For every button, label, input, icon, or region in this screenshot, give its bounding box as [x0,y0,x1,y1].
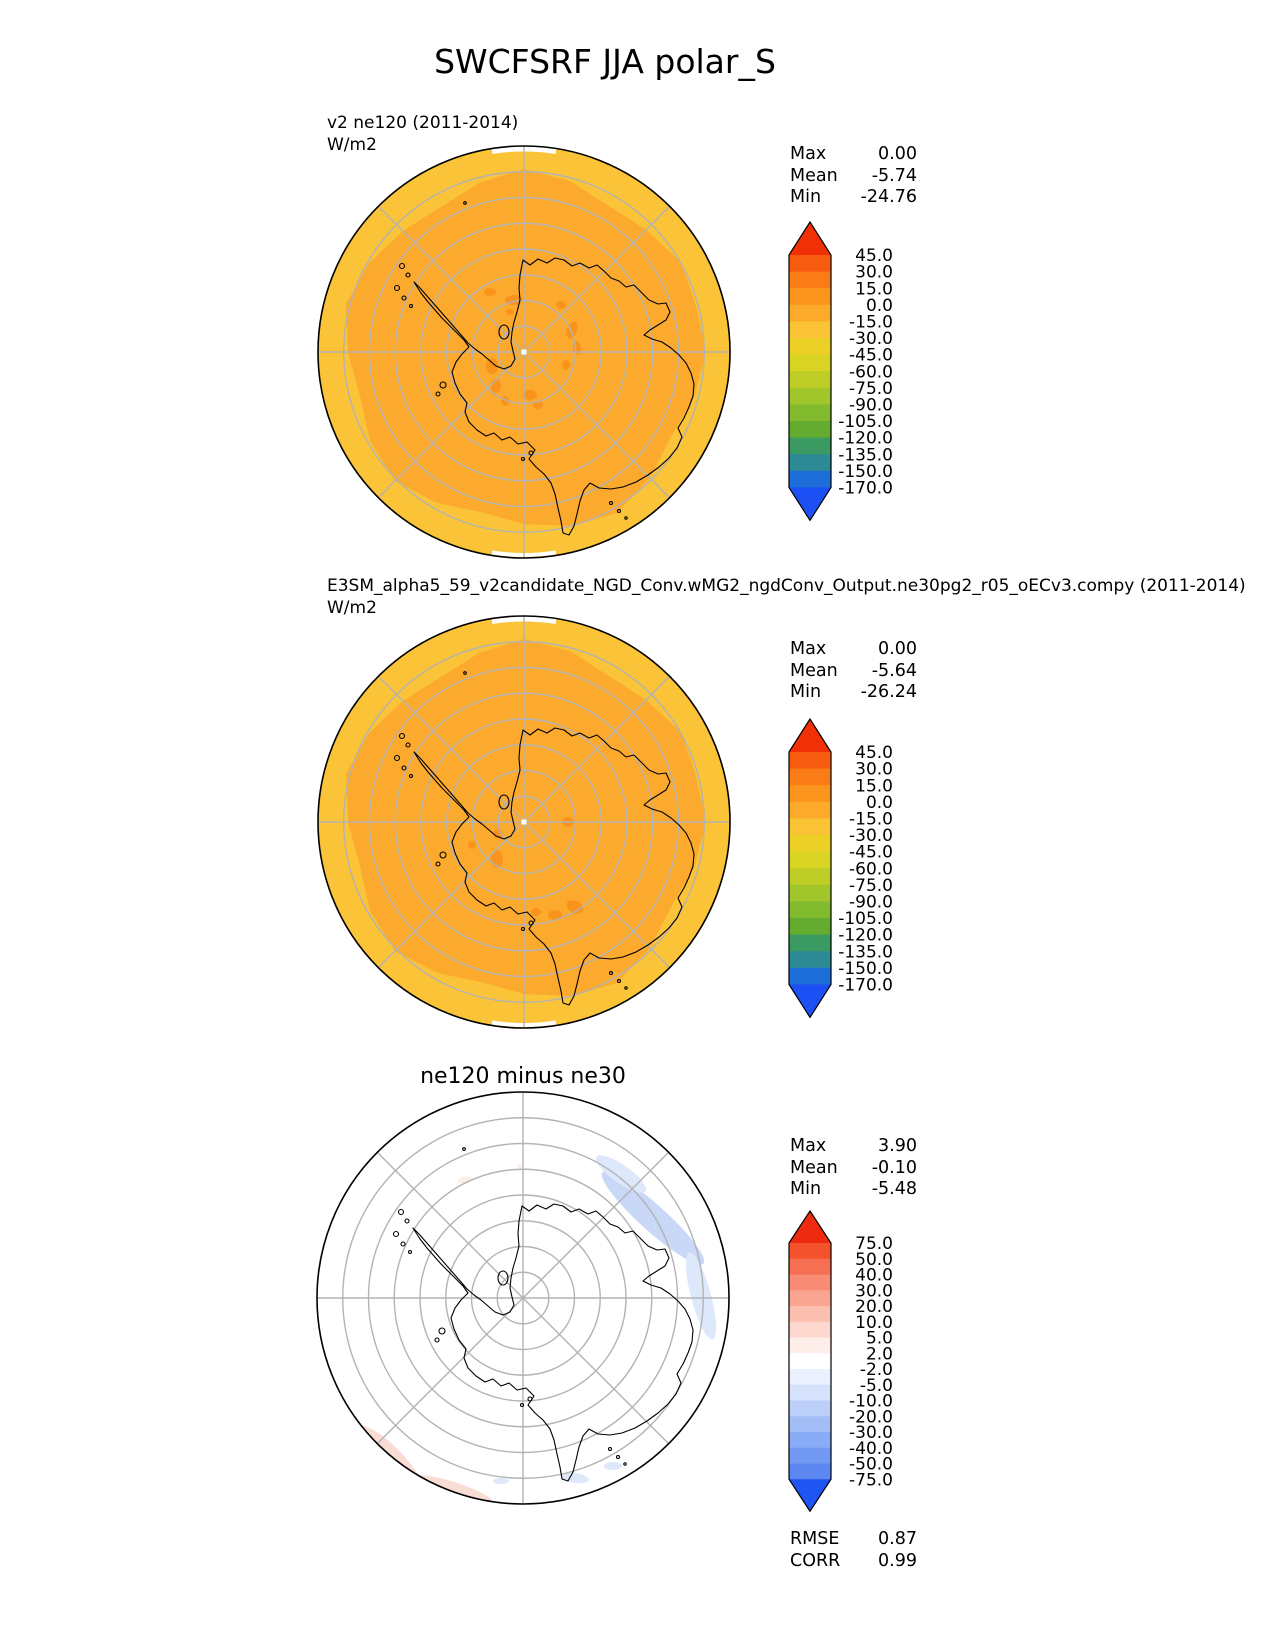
colorbar-band [789,438,831,455]
colorbar-arrow-top [789,719,831,752]
colorbar-arrow-bottom [789,984,831,1017]
colorbar-band [789,1322,831,1338]
colorbar-band [789,1464,831,1480]
panel2-units: W/m2 [327,598,377,618]
colorbar-band [789,1338,831,1354]
colorbar-band [789,305,831,322]
panel3-title: ne120 minus ne30 [420,1064,626,1089]
colorbar-band [789,1259,831,1275]
stat-row [790,661,917,683]
colorbar-tick-label: -90.0 [849,395,893,416]
colorbar-band [789,404,831,421]
colorbar-band [789,1401,831,1417]
colorbar-tick-label: 0.0 [865,792,893,813]
metric-row [790,1551,917,1573]
colorbar-band [789,1290,831,1306]
colorbar-tick-label: -120.0 [838,428,893,449]
map-model2 [314,612,734,1032]
colorbar-tick-label: -10.0 [849,1391,893,1412]
stat-label: Max [790,639,827,659]
colorbar-band [789,852,831,869]
colorbar-tick-label: -75.0 [849,1470,893,1491]
colorbar-arrow-top [789,1211,831,1243]
colorbar-tick-label: 40.0 [855,1265,893,1286]
colorbar-band [789,388,831,405]
colorbar-band [789,1243,831,1259]
colorbar-arrow-bottom [789,1479,831,1511]
stat-row [790,639,917,661]
colorbar-band [789,968,831,985]
colorbar-tick-label: 30.0 [855,262,893,283]
stat-value: -5.64 [871,660,917,681]
colorbar-band [789,321,831,338]
colorbar-tick-label: -15.0 [849,809,893,830]
stat-value: -0.10 [871,1157,917,1178]
colorbar-band [789,901,831,918]
metric-label: RMSE [790,1529,840,1549]
colorbar-band [789,935,831,952]
stat-label: Mean [790,1157,838,1178]
colorbar-band [789,471,831,488]
colorbar-band [789,1306,831,1322]
stat-label: Max [790,1136,827,1156]
colorbar-band [789,355,831,372]
colorbar-band [789,454,831,471]
colorbar-band [789,1275,831,1291]
stat-label: Mean [790,660,838,681]
colorbar-band [789,1369,831,1385]
colorbar-band [789,338,831,355]
stat-value: -5.48 [871,1179,917,1200]
panel2-stats [790,639,917,704]
colorbar-tick-label: -135.0 [838,942,893,963]
panel3-metrics [790,1529,917,1572]
stat-row [790,682,917,704]
colorbar-band [789,835,831,852]
panel3-stats [790,1136,917,1201]
colorbar-tick-label: 15.0 [855,279,893,300]
metric-label: CORR [790,1550,841,1571]
colorbar-arrow-bottom [789,487,831,520]
colorbar-tick-label: -2.0 [859,1360,893,1381]
colorbar-svg [788,221,903,521]
panel1-dataset-name: v2 ne120 (2011-2014) [327,113,519,133]
colorbar-tick-label: -75.0 [849,875,893,896]
stat-row [790,166,917,188]
colorbar-arrow-top [789,222,831,255]
colorbar-tick-label: -40.0 [849,1438,893,1459]
colorbar-tick-label: -75.0 [849,378,893,399]
colorbar-tick-label: -150.0 [838,958,893,979]
colorbar-tick-label: -45.0 [849,345,893,366]
panel1-stats [790,144,917,209]
colorbar-tick-label: 0.0 [865,295,893,316]
colorbar-tick-label: -170.0 [838,478,893,499]
stat-value: 0.00 [878,144,917,164]
colorbar-tick-label: -120.0 [838,925,893,946]
graticule-lines [317,1092,729,1504]
colorbar-tick-label: -150.0 [838,461,893,482]
stat-value: -26.24 [860,682,917,703]
colorbar-band [789,802,831,819]
colorbar-band [789,421,831,438]
colorbar-tick-label: -105.0 [838,909,893,930]
metric-value: 0.87 [878,1529,917,1549]
colorbar-band [789,1416,831,1432]
stat-value: 0.00 [878,639,917,659]
pole-dot [522,350,527,355]
colorbar-band [789,1353,831,1369]
stat-label: Min [790,1179,822,1200]
colorbar-tick-label: -170.0 [838,975,893,996]
colorbar-band [789,785,831,802]
colorbar-tick-label: 45.0 [855,743,893,764]
colorbar-band [789,752,831,769]
stat-label: Max [790,144,827,164]
panel2-colorbar [788,718,903,1022]
colorbar-band [789,1432,831,1448]
colorbar-band [789,918,831,935]
stat-row [790,1158,917,1180]
colorbar-tick-label: 75.0 [855,1234,893,1255]
colorbar-tick-label: -5.0 [859,1375,893,1396]
colorbar-band [789,288,831,305]
colorbar-tick-label: 2.0 [865,1344,893,1365]
colorbar-band [789,769,831,786]
stat-label: Mean [790,165,838,186]
colorbar-tick-label: -50.0 [849,1454,893,1475]
colorbar-tick-label: 15.0 [855,776,893,797]
panel1-colorbar [788,221,903,525]
stat-label: Min [790,187,822,208]
colorbar-tick-label: -90.0 [849,892,893,913]
colorbar-band [789,1385,831,1401]
colorbar-tick-label: 10.0 [855,1312,893,1333]
stat-row [790,187,917,209]
colorbar-tick-label: -60.0 [849,362,893,383]
colorbar-band [789,272,831,289]
colorbar-tick-label: 30.0 [855,1281,893,1302]
metric-row [790,1529,917,1551]
colorbar-tick-label: -30.0 [849,1423,893,1444]
colorbar-band [789,1448,831,1464]
figure-title: SWCFSRF JJA polar_S [434,42,776,81]
stat-row [790,144,917,166]
colorbar-tick-label: 45.0 [855,246,893,267]
colorbar-tick-label: -15.0 [849,312,893,333]
colorbar-tick-label: -30.0 [849,826,893,847]
stat-value: 3.90 [878,1136,917,1156]
stat-row [790,1179,917,1201]
colorbar-band [789,951,831,968]
colorbar-band [789,255,831,272]
colorbar-tick-label: -135.0 [838,445,893,466]
colorbar-band [789,885,831,902]
colorbar-band [789,818,831,835]
colorbar-tick-label: -60.0 [849,859,893,880]
colorbar-tick-label: -30.0 [849,329,893,350]
colorbar-tick-label: 20.0 [855,1297,893,1318]
panel3-colorbar [788,1210,903,1516]
colorbar-svg [788,718,903,1018]
colorbar-tick-label: 50.0 [855,1249,893,1270]
colorbar-tick-label: -45.0 [849,842,893,863]
colorbar-tick-label: 5.0 [865,1328,893,1349]
metric-value: 0.99 [878,1550,917,1571]
colorbar-svg [788,1210,903,1512]
colorbar-tick-label: -20.0 [849,1407,893,1428]
colorbar-tick-label: 30.0 [855,759,893,780]
stat-value: -24.76 [860,187,917,208]
panel1-units: W/m2 [327,135,377,155]
stat-label: Min [790,682,822,703]
stat-value: -5.74 [871,165,917,186]
colorbar-band [789,868,831,885]
colorbar-band [789,371,831,388]
panel2-dataset-name: E3SM_alpha5_59_v2candidate_NGD_Conv.wMG2_ngdConv_Output.ne30pg2_r05_oECv3.compy (2011-2014) [327,576,1246,596]
pole-dot [522,820,527,825]
map-model1 [314,142,734,562]
map-diff [313,1088,733,1508]
colorbar-tick-label: -105.0 [838,412,893,433]
stat-row [790,1136,917,1158]
